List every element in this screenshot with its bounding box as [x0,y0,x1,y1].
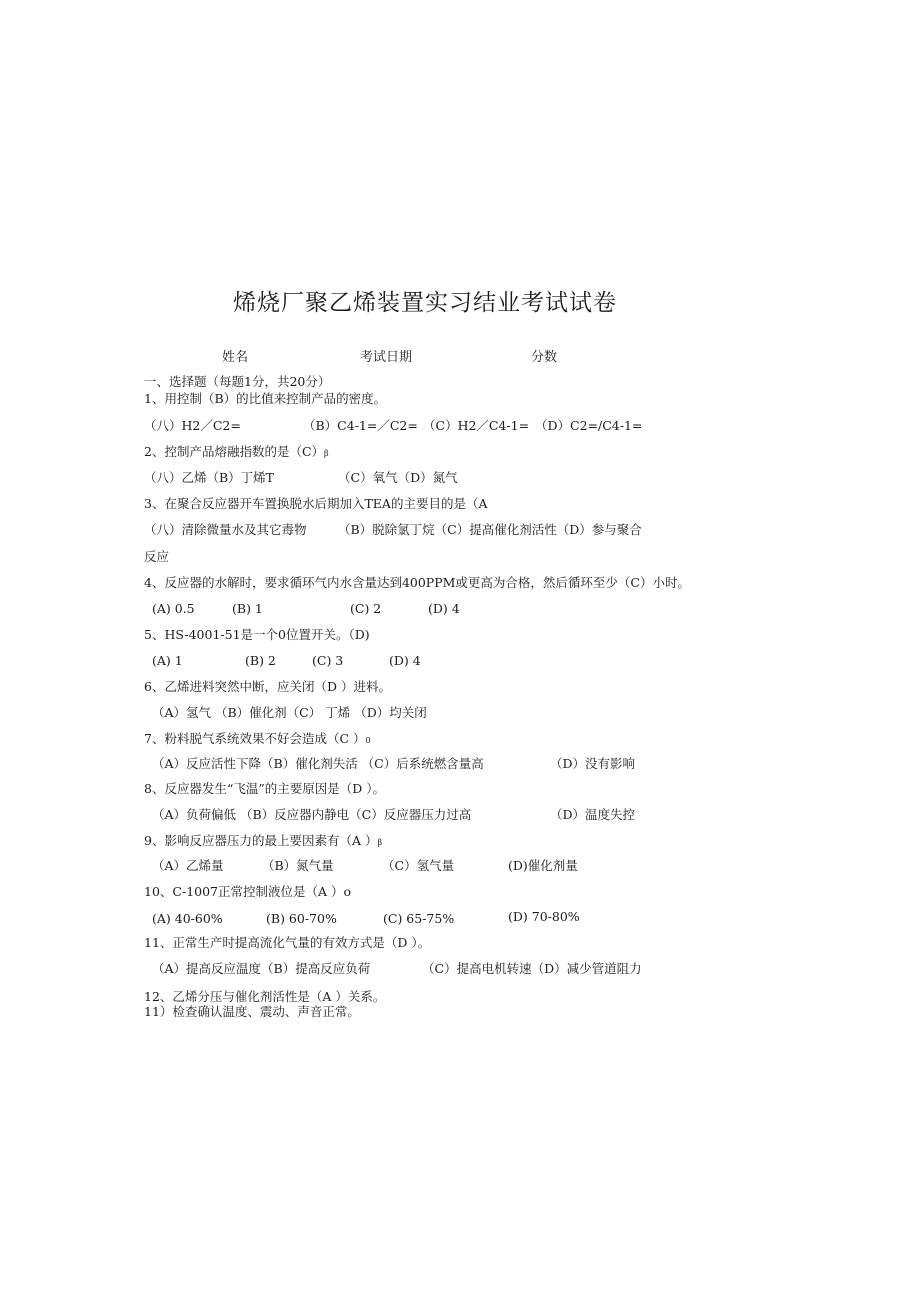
question-9-mark: β [377,838,383,847]
exam-title: 烯烧厂聚乙烯装置实习结业考试试卷 [233,290,617,316]
extra-note: 11）检查确认温度、震动、声音正常。 [144,1004,360,1019]
q1-option-a: （八）H2／C2= [144,418,241,433]
q1-option-c: （C）H2／C4-1= [423,418,530,433]
q9-option-d: (D)催化剂量 [508,858,578,873]
q10-option-a: (A) 40-60% [152,911,223,926]
q5-option-c: (C) 3 [312,653,344,668]
question-12: 12、乙烯分压与催化剂活性是（A ）关系。 [144,989,386,1004]
question-1: 1、用控制（B）的比值来控制产品的密度。 [144,391,387,406]
q6-options: （A）氢气 （B）催化剂（C） 丁烯 （D）均关闭 [152,705,427,720]
q3-continuation: 反应 [144,549,170,564]
q4-option-c: (C) 2 [350,601,382,616]
exam-date-label: 考试日期 [360,350,413,365]
q9-option-a: （A）乙烯量 [152,858,224,873]
q10-option-c: (C) 65-75% [383,911,455,926]
q7-option-d: （D）没有影响 [550,756,636,771]
q5-option-b: (B) 2 [245,653,276,668]
name-field-label: 姓名 [222,350,249,365]
q2-options-ab: （八）乙烯（B）丁烯T [144,470,275,485]
q4-option-d: (D) 4 [428,601,460,616]
question-10: 10、C-1007正常控制液位是（A ）o [144,884,352,899]
question-9 [144,833,382,851]
q3-options-bcd: （B）脱除氯丁烷（C）提高催化剂活性（D）参与聚合 [338,522,642,537]
q1-option-d: （D）C2=/C4-1= [535,418,643,433]
score-label: 分数 [531,350,558,365]
question-3: 3、在聚合反应器开车置换脱水后期加入TEA的主要目的是（A [144,496,488,511]
question-4: 4、反应器的水解时，要求循环气内水含量达到400PPM或更高为合格，然后循环至少（C）小时。 [144,575,690,590]
q10-option-d: (D) 70-80% [508,909,580,924]
question-2-text: 2、控制产品熔融指数的是（C） [144,444,325,459]
question-7-mark: 0 [365,736,371,745]
q11-options-cd: （C）提高电机转速（D）减少管道阻力 [422,961,642,976]
q10-option-b: (B) 60-70% [266,911,337,926]
q1-option-b: （B）C4-1=／C2= [303,418,418,433]
question-2 [144,444,329,462]
question-2-mark: β [324,449,329,458]
section-heading: 一、选择题（每题1分，共20分） [144,374,331,389]
q9-option-c: （C）氢气量 [382,858,455,873]
question-7 [144,731,371,749]
q9-option-b: （B）氮气量 [262,858,334,873]
q11-options-ab: （A）提高反应温度（B）提高反应负荷 [152,961,371,976]
q4-option-b: (B) 1 [232,601,263,616]
question-6: 6、乙烯进料突然中断，应关闭（D ）进料。 [144,679,391,694]
q2-options-cd: （C）氧气（D）氮气 [338,470,458,485]
q7-options-abc: （A）反应活性下降（B）催化剂失活 （C）后系统燃含量高 [152,756,484,771]
q8-option-d: （D）温度失控 [550,807,636,822]
q4-option-a: (A) 0.5 [152,601,195,616]
q3-option-a: （八）清除微量水及其它毒物 [144,522,307,537]
q5-option-a: (A) 1 [152,653,183,668]
question-7-text: 7、粉料脱气系统效果不好会造成（C ） [144,731,366,746]
question-8: 8、反应器发生“飞温”的主要原因是（D ）。 [144,781,385,796]
q8-options-abc: （A）负荷偏低 （B）反应器内静电（C）反应器压力过高 [152,807,472,822]
question-9-text: 9、影响反应器压力的最上要因素有（A ） [144,833,378,848]
question-5: 5、HS-4001-51是一个0位置开关。（D) [144,627,370,642]
q5-option-d: (D) 4 [389,653,421,668]
question-11: 11、正常生产时提高流化气量的有效方式是（D ）。 [144,935,431,950]
